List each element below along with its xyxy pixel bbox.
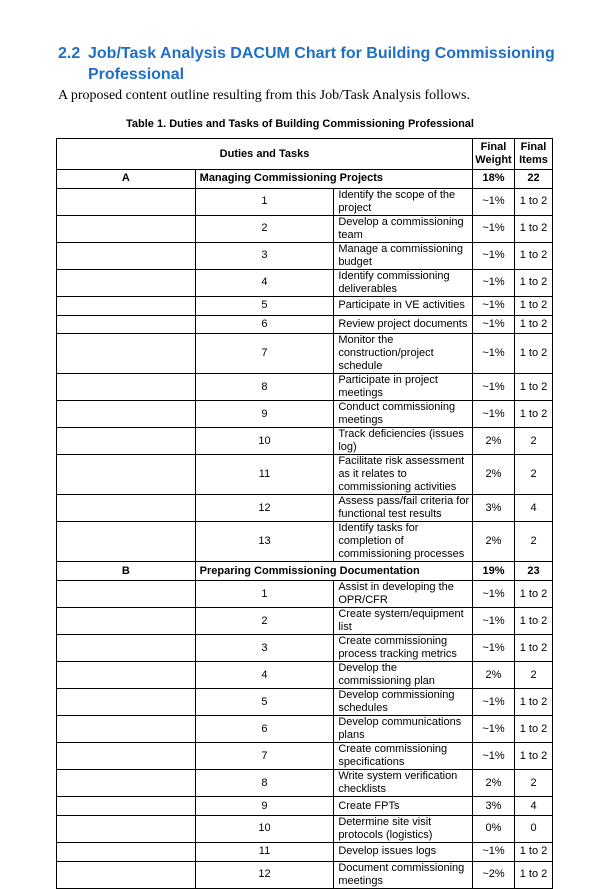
task-row xyxy=(57,861,553,888)
task-number: 11 xyxy=(195,842,334,861)
section-items: 22 xyxy=(515,170,553,189)
task-row xyxy=(57,401,553,428)
task-items: 2 xyxy=(515,455,553,495)
task-number: 3 xyxy=(195,635,334,662)
task-row xyxy=(57,215,553,242)
task-number: 4 xyxy=(195,269,334,296)
task-weight: ~1% xyxy=(473,401,515,428)
duties-tasks-table xyxy=(56,138,553,889)
section-row xyxy=(57,562,553,581)
task-row xyxy=(57,428,553,455)
section-row xyxy=(57,170,553,189)
task-number: 13 xyxy=(195,522,334,562)
task-items: 2 xyxy=(515,770,553,797)
task-weight: ~1% xyxy=(473,374,515,401)
table-header-row xyxy=(57,139,553,170)
task-items: 0 xyxy=(515,815,553,842)
task-row xyxy=(57,188,553,215)
task-number: 1 xyxy=(195,188,334,215)
task-weight: ~1% xyxy=(473,689,515,716)
section-letter: B xyxy=(57,562,196,581)
header-weight-line2: Weight xyxy=(475,154,512,166)
task-row xyxy=(57,495,553,522)
header-duties: Duties and Tasks xyxy=(57,139,473,170)
task-items: 2 xyxy=(515,428,553,455)
blank-cell xyxy=(57,296,196,315)
task-name: Write system verification checklists xyxy=(334,770,473,797)
task-name: Develop a commissioning team xyxy=(334,215,473,242)
task-row xyxy=(57,815,553,842)
task-name: Participate in project meetings xyxy=(334,374,473,401)
task-row xyxy=(57,743,553,770)
task-name: Identify tasks for completion of commissioning processes xyxy=(334,522,473,562)
blank-cell xyxy=(57,495,196,522)
task-name: Create FPTs xyxy=(334,797,473,816)
task-row xyxy=(57,242,553,269)
task-row xyxy=(57,522,553,562)
task-weight: ~1% xyxy=(473,242,515,269)
task-name: Identify commissioning deliverables xyxy=(334,269,473,296)
task-name: Assist in developing the OPR/CFR xyxy=(334,581,473,608)
blank-cell xyxy=(57,743,196,770)
task-name: Participate in VE activities xyxy=(334,296,473,315)
task-weight: ~1% xyxy=(473,269,515,296)
task-row xyxy=(57,334,553,374)
task-weight: 3% xyxy=(473,797,515,816)
task-items: 1 to 2 xyxy=(515,188,553,215)
task-items: 1 to 2 xyxy=(515,401,553,428)
task-weight: 2% xyxy=(473,770,515,797)
task-weight: ~1% xyxy=(473,296,515,315)
task-name: Review project documents xyxy=(334,315,473,334)
blank-cell xyxy=(57,374,196,401)
task-weight: 0% xyxy=(473,815,515,842)
section-number: 2.2 xyxy=(58,45,81,62)
task-name: Identify the scope of the project xyxy=(334,188,473,215)
task-name: Develop commissioning schedules xyxy=(334,689,473,716)
task-name: Develop issues logs xyxy=(334,842,473,861)
task-name: Develop communications plans xyxy=(334,716,473,743)
table-caption: Table 1. Duties and Tasks of Building Commissioning Professional xyxy=(126,118,474,130)
task-row xyxy=(57,662,553,689)
task-weight: ~1% xyxy=(473,635,515,662)
section-letter: A xyxy=(57,170,196,189)
task-name: Conduct commissioning meetings xyxy=(334,401,473,428)
task-weight: ~1% xyxy=(473,743,515,770)
blank-cell xyxy=(57,428,196,455)
blank-cell xyxy=(57,716,196,743)
task-weight: ~1% xyxy=(473,188,515,215)
task-number: 10 xyxy=(195,428,334,455)
header-items-line2: Items xyxy=(519,154,548,166)
task-name: Develop the commissioning plan xyxy=(334,662,473,689)
section-weight: 19% xyxy=(473,562,515,581)
task-number: 2 xyxy=(195,608,334,635)
task-items: 1 to 2 xyxy=(515,743,553,770)
task-items: 4 xyxy=(515,797,553,816)
task-weight: ~2% xyxy=(473,861,515,888)
task-items: 1 to 2 xyxy=(515,581,553,608)
task-row xyxy=(57,455,553,495)
task-weight: 2% xyxy=(473,455,515,495)
task-number: 6 xyxy=(195,315,334,334)
task-items: 2 xyxy=(515,662,553,689)
task-items: 1 to 2 xyxy=(515,296,553,315)
task-name: Track deficiencies (issues log) xyxy=(334,428,473,455)
task-row xyxy=(57,716,553,743)
task-items: 1 to 2 xyxy=(515,689,553,716)
task-name: Monitor the construction/project schedule xyxy=(334,334,473,374)
task-number: 1 xyxy=(195,581,334,608)
task-number: 11 xyxy=(195,455,334,495)
task-items: 1 to 2 xyxy=(515,608,553,635)
task-items: 1 to 2 xyxy=(515,334,553,374)
task-weight: ~1% xyxy=(473,581,515,608)
blank-cell xyxy=(57,315,196,334)
table-body xyxy=(57,170,553,889)
intro-paragraph: A proposed content outline resulting from this Job/Task Analysis follows. xyxy=(58,88,470,103)
task-row xyxy=(57,770,553,797)
task-items: 1 to 2 xyxy=(515,635,553,662)
section-title-line2: Professional xyxy=(88,66,185,83)
task-items: 1 to 2 xyxy=(515,215,553,242)
task-number: 4 xyxy=(195,662,334,689)
task-row xyxy=(57,315,553,334)
task-weight: ~1% xyxy=(473,215,515,242)
task-name: Create commissioning specifications xyxy=(334,743,473,770)
header-final-items xyxy=(515,139,553,170)
task-number: 7 xyxy=(195,743,334,770)
task-weight: 2% xyxy=(473,522,515,562)
task-items: 1 to 2 xyxy=(515,842,553,861)
blank-cell xyxy=(57,815,196,842)
task-weight: 2% xyxy=(473,662,515,689)
section-title: Managing Commissioning Projects xyxy=(195,170,472,189)
section-title: Preparing Commissioning Documentation xyxy=(195,562,472,581)
task-number: 9 xyxy=(195,401,334,428)
task-name: Manage a commissioning budget xyxy=(334,242,473,269)
task-row xyxy=(57,635,553,662)
task-number: 5 xyxy=(195,689,334,716)
task-weight: 3% xyxy=(473,495,515,522)
task-items: 4 xyxy=(515,495,553,522)
task-name: Facilitate risk assessment as it relates to commissioning activities xyxy=(334,455,473,495)
blank-cell xyxy=(57,635,196,662)
task-weight: 2% xyxy=(473,428,515,455)
blank-cell xyxy=(57,269,196,296)
blank-cell xyxy=(57,608,196,635)
task-weight: ~1% xyxy=(473,842,515,861)
header-weight-line1: Final xyxy=(480,141,507,153)
blank-cell xyxy=(57,455,196,495)
task-row xyxy=(57,269,553,296)
task-number: 9 xyxy=(195,797,334,816)
task-items: 1 to 2 xyxy=(515,315,553,334)
blank-cell xyxy=(57,861,196,888)
blank-cell xyxy=(57,842,196,861)
task-name: Create system/equipment list xyxy=(334,608,473,635)
task-number: 12 xyxy=(195,861,334,888)
task-name: Document commissioning meetings xyxy=(334,861,473,888)
blank-cell xyxy=(57,242,196,269)
blank-cell xyxy=(57,770,196,797)
task-row xyxy=(57,296,553,315)
task-row xyxy=(57,842,553,861)
blank-cell xyxy=(57,334,196,374)
task-number: 7 xyxy=(195,334,334,374)
task-name: Determine site visit protocols (logistics) xyxy=(334,815,473,842)
task-row xyxy=(57,797,553,816)
blank-cell xyxy=(57,522,196,562)
section-weight: 18% xyxy=(473,170,515,189)
task-number: 5 xyxy=(195,296,334,315)
task-name: Assess pass/fail criteria for functional test results xyxy=(334,495,473,522)
blank-cell xyxy=(57,581,196,608)
task-row xyxy=(57,581,553,608)
task-weight: ~1% xyxy=(473,608,515,635)
blank-cell xyxy=(57,689,196,716)
task-row xyxy=(57,608,553,635)
task-number: 3 xyxy=(195,242,334,269)
task-items: 2 xyxy=(515,522,553,562)
section-items: 23 xyxy=(515,562,553,581)
task-items: 1 to 2 xyxy=(515,374,553,401)
task-number: 12 xyxy=(195,495,334,522)
task-number: 2 xyxy=(195,215,334,242)
task-weight: ~1% xyxy=(473,334,515,374)
task-row xyxy=(57,689,553,716)
task-number: 10 xyxy=(195,815,334,842)
task-number: 8 xyxy=(195,374,334,401)
blank-cell xyxy=(57,797,196,816)
blank-cell xyxy=(57,662,196,689)
blank-cell xyxy=(57,215,196,242)
task-items: 1 to 2 xyxy=(515,716,553,743)
task-number: 8 xyxy=(195,770,334,797)
task-row xyxy=(57,374,553,401)
task-items: 1 to 2 xyxy=(515,242,553,269)
header-final-weight xyxy=(473,139,515,170)
section-title-line1: Job/Task Analysis DACUM Chart for Building Commissioning xyxy=(88,45,555,62)
task-number: 6 xyxy=(195,716,334,743)
task-items: 1 to 2 xyxy=(515,269,553,296)
task-weight: ~1% xyxy=(473,315,515,334)
header-items-line1: Final xyxy=(520,141,547,153)
blank-cell xyxy=(57,401,196,428)
blank-cell xyxy=(57,188,196,215)
task-weight: ~1% xyxy=(473,716,515,743)
task-items: 1 to 2 xyxy=(515,861,553,888)
task-name: Create commissioning process tracking metrics xyxy=(334,635,473,662)
